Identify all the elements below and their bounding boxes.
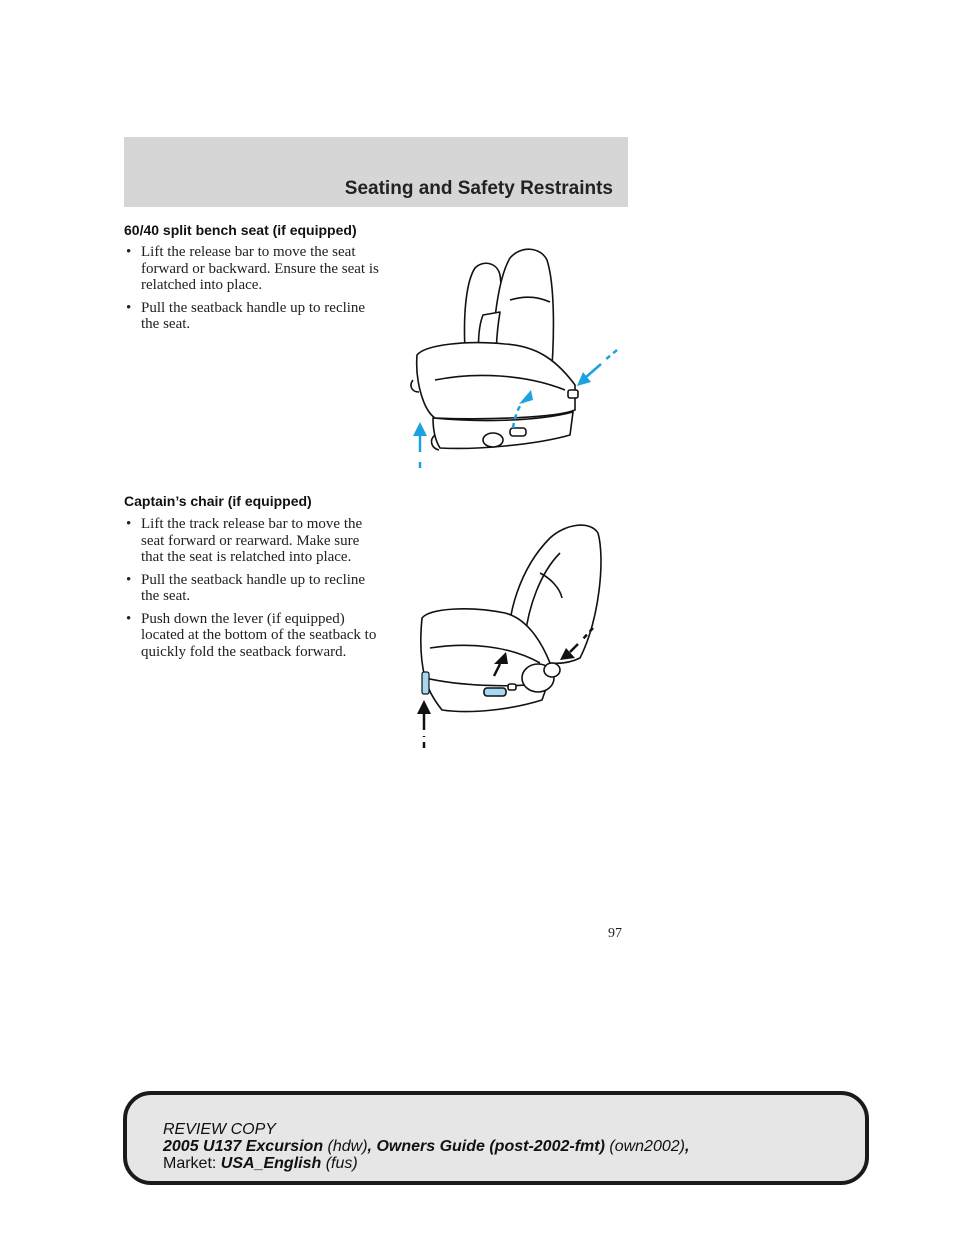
footer-guide: Owners Guide (post-2002-fmt): [376, 1138, 605, 1155]
captains-chair-illustration: [410, 518, 610, 753]
footer-sep: ,: [367, 1138, 377, 1155]
footer-review-copy: REVIEW COPY: [163, 1121, 276, 1138]
footer-sep: ,: [684, 1138, 690, 1155]
page-title: Seating and Safety Restraints: [344, 178, 613, 199]
list-item: • Pull the seatback handle up to recline the seat.: [124, 572, 384, 605]
footer-model: 2005 U137 Excursion: [163, 1138, 324, 1155]
list-item: • Lift the release bar to move the seat forward or backward. Ensure the seat is relatched into place.: [124, 244, 384, 294]
bench-seat-bullets: [124, 244, 384, 339]
list-item: • Pull the seatback handle up to recline the seat.: [124, 300, 384, 333]
footer-market: USA_English: [220, 1155, 322, 1172]
footer-guide-code: (own2002): [604, 1138, 685, 1155]
footer-model-code: (hdw): [323, 1138, 368, 1155]
footer-line2: [163, 1138, 689, 1155]
release-bar-highlight: [422, 672, 429, 694]
footer-market-code: (fus): [321, 1155, 358, 1172]
list-item: • Lift the track release bar to move the seat forward or rearward. Make sure that the seat is relatched into place.: [124, 516, 384, 566]
list-item: • Push down the lever (if equipped) located at the bottom of the seatback to quickly fold the seatback forward.: [124, 611, 384, 661]
captains-chair-bullets: [124, 516, 384, 666]
section-heading-bench-seat: 60/40 split bench seat (if equipped): [124, 222, 357, 238]
bench-seat-illustration: [405, 240, 630, 470]
review-copy-footer: [123, 1091, 869, 1185]
section-heading-captains-chair: Captain’s chair (if equipped): [124, 493, 312, 509]
footer-market-label: Market:: [163, 1155, 221, 1172]
footer-text: [163, 1121, 689, 1172]
header-band: [124, 137, 628, 207]
page-number: 97: [608, 926, 622, 941]
footer-line3: [163, 1155, 689, 1172]
